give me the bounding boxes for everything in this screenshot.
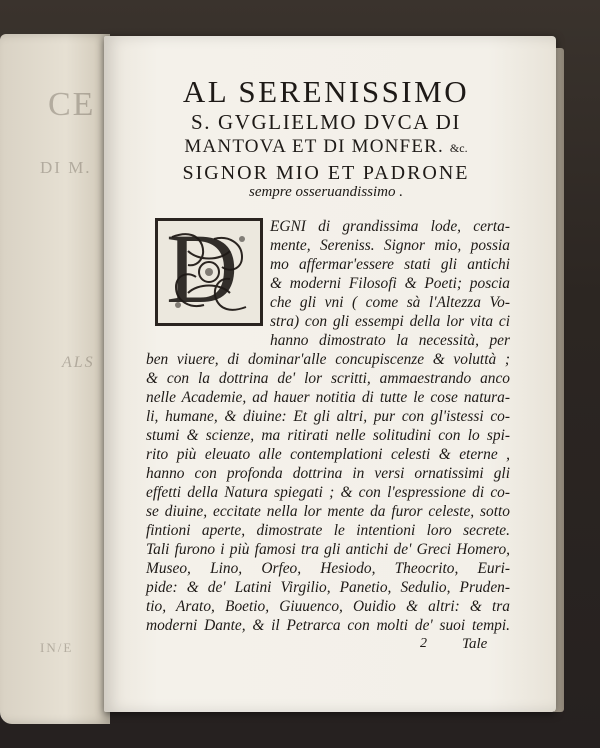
text-line: EGNI di grandissima lode, certa- <box>270 218 510 235</box>
text-line: hanno dimostrato la necessità, per <box>270 332 510 349</box>
text-line: mo affermar'essere stati gli antichi <box>270 256 510 273</box>
dedication-salutation: SIGNOR MIO ET PADRONE <box>182 162 470 184</box>
text-line: stra) con gli essempi della lor vita ci <box>270 313 510 330</box>
text-line: li, humane, & diuine: Et gli altri, pur con gl'istessi co- <box>146 408 510 425</box>
dedication-abbreviation: &c. <box>449 141 468 155</box>
text-line: ben viuere, di dominar'alle concupiscenze & voluttà ; <box>146 351 510 368</box>
text-line: hanno con profonda dottrina in versi ornatissimi gli <box>146 465 510 482</box>
left-page-fragment: IN/E <box>40 640 74 655</box>
text-line: effetti della Natura spiegati ; & con l'espressione di co- <box>146 484 510 501</box>
text-line: mente, Sereniss. Signor mio, possia <box>270 237 510 254</box>
initial-letter: D <box>166 213 239 324</box>
text-line: stumi & scienze, ma ritirati nelle solitudini con lo spi- <box>146 427 510 444</box>
text-line: fintioni aperte, dimostrate le intentioni loro secrete. <box>146 522 510 539</box>
left-page-fragment: DI M. <box>40 158 92 177</box>
catchword: Tale <box>462 636 488 652</box>
decorated-initial <box>155 213 263 326</box>
dedication-subtitle: sempre osseruandissimo . <box>248 184 404 200</box>
dedication-territory: MANTOVA ET DI MONFER. <box>184 136 444 157</box>
text-line: moderni Dante, & il Petrarca con molti de' suoi tempi. <box>146 617 510 634</box>
signature-mark: 2 <box>420 636 427 651</box>
dedication-title: AL SERENISSIMO <box>182 74 470 109</box>
dedication-title-line <box>150 136 502 158</box>
text-line: pide: & de' Latini Virgilio, Panetio, Sedulio, Pruden- <box>146 579 510 596</box>
text-line: tio, Arato, Boetio, Giuuenco, Ouidio & altri: & tra <box>146 598 510 615</box>
text-line: Tali furono i più famosi tra gli antichi de' Greci Homero, <box>146 541 510 558</box>
text-line: & moderni Filosofi & Poeti; poscia <box>270 275 510 292</box>
text-line: che gli vni ( come sà l'Altezza Vo- <box>270 294 510 311</box>
left-page-fragment: ALS <box>62 354 95 371</box>
text-line: Museo, Lino, Orfeo, Hesiodo, Theocrito, Euri- <box>146 560 510 577</box>
left-page-fragment: CE <box>48 86 96 123</box>
dedication-name: S. GVGLIELMO DVCA DI <box>191 110 461 134</box>
text-line: nelle Academie, ad hauer notitia di tutte le cose natura- <box>146 389 510 406</box>
text-line: & con la dottrina de' lor scritti, ammaestrando anco <box>146 370 510 387</box>
left-page <box>0 34 110 724</box>
text-line: rito più eleuato alle contemplationi celesti & eterne , <box>146 446 510 463</box>
text-line: se diuine, eccitate nella lor mente da furor celeste, sotto <box>146 503 510 520</box>
